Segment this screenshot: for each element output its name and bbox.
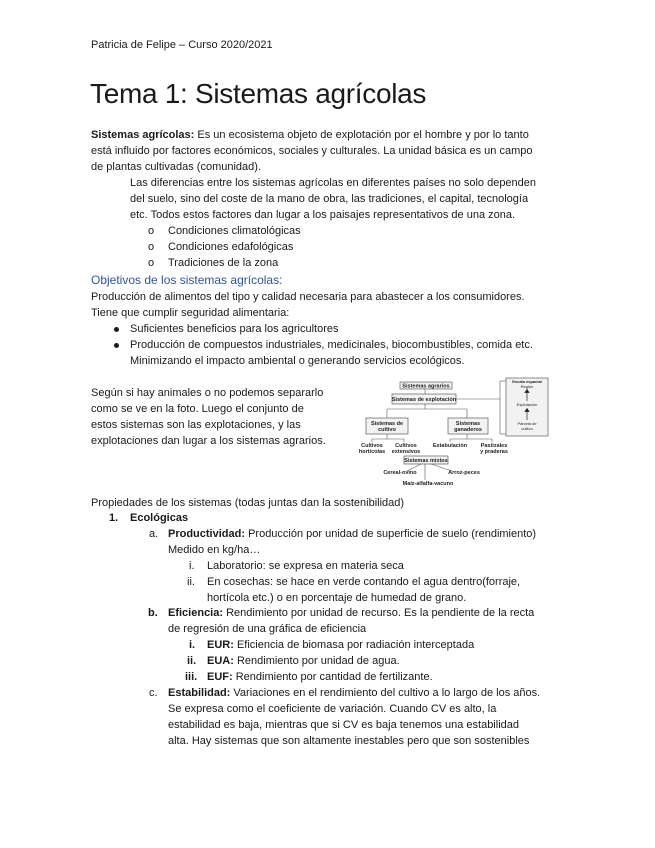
diagram-cereal-ovino: Cereal-ovino (383, 470, 417, 476)
animals-line-3: estos sistemas son las explotaciones, y las (91, 419, 301, 431)
diferencias-line-1: Las diferencias entre los sistemas agrícolas en diferentes países no solo dependen (130, 177, 537, 189)
objective-bullet-2: Producción de compuestos industriales, medicinales, biocombustibles, comida etc. (130, 339, 533, 351)
diferencias-line-3: etc. Todos estos factores dan lugar a los paisajes representativos de una zona. (130, 209, 516, 221)
euf-term: EUF: (207, 671, 233, 683)
estabilidad-text: Variaciones en el rendimiento del cultivo a lo largo de los años. (230, 687, 541, 699)
bullet-dot (114, 343, 119, 348)
intro-line-3: de plantas cultivadas (comunidad). (91, 161, 261, 173)
animals-line-4: explotaciones dan lugar a los sistemas agrarios. (91, 435, 326, 447)
productividad-term: Productividad: (168, 528, 246, 540)
eua-term: EUA: (207, 655, 234, 667)
intro-line-1 (91, 128, 529, 142)
productividad-item-2: En cosechas: se hace en verde contando el agua dentro(forraje, (207, 576, 521, 588)
euf-text: Rendimiento por cantidad de fertilizante. (232, 671, 433, 683)
diagram-escala-espacial: Escala espacial (512, 379, 542, 384)
animals-line-1: Según si hay animales o no podemos separarlo (91, 387, 324, 399)
diagram-cultivos-extensivos-1: Cultivos (395, 443, 417, 449)
agricultural-systems-diagram (352, 376, 562, 488)
page-header: Patricia de Felipe – Curso 2020/2021 (91, 39, 273, 51)
productividad-item-1: Laboratorio: se expresa en materia seca (207, 560, 404, 572)
productividad-item-2-cont: hortícola etc.) o en porcentaje de humedad de grano. (207, 592, 467, 604)
objectives-line-2: Tiene que cumplir seguridad alimentaria: (91, 307, 290, 319)
diagram-parcela-1: Parcela de (517, 421, 537, 426)
list-letter: b. (148, 607, 158, 619)
diagram-parcela-2: cultivo (521, 426, 533, 431)
diagram-cultivos-horticolas-2: hortícolas (358, 449, 386, 455)
list-roman: iii. (185, 671, 198, 683)
ecologicas-heading: Ecológicas (130, 512, 189, 524)
diagram-maiz: Maíz-alfalfa-vacuno (402, 481, 454, 487)
intro-term: Sistemas agrícolas: (91, 129, 195, 141)
estabilidad-line-3: estabilidad es baja, mientras que si CV es baja tenemos una estabilidad (168, 719, 519, 731)
page-title: Tema 1: Sistemas agrícolas (90, 78, 427, 109)
animals-line-2: como se ve en la foto. Luego el conjunto de (91, 403, 304, 415)
eur-term: EUR: (207, 639, 234, 651)
intro-line-2: está influido por factores económicos, sociales y culturales. La unidad básica es un campo (91, 145, 533, 157)
list-roman: ii. (187, 576, 195, 588)
eficiencia-cont: de regresión de una gráfica de eficiencia (168, 623, 367, 635)
diagram-sistemas-cultivo-2: cultivo (378, 427, 396, 433)
diagram-sistemas-agrarios: Sistemas agrarios (402, 383, 450, 390)
estabilidad-line-4: alta. Hay sistemas que son altamente inestables pero que son sostenibles (168, 735, 530, 747)
diagram-region: Región (520, 384, 534, 389)
list-roman: i. (189, 639, 196, 651)
diagram-sistemas-ganaderos-1: Sistemas (455, 421, 481, 427)
list-marker-o: o (148, 257, 155, 269)
list-letter: c. (149, 687, 158, 699)
diagram-cultivos-extensivos-2: extensivos (391, 449, 421, 455)
objective-bullet-2-cont: Minimizando el impacto ambiental o generando servicios ecológicos. (130, 355, 465, 367)
productividad-line (168, 527, 536, 541)
objectives-line-1: Producción de alimentos del tipo y calidad necesaria para abastecer a los consumidores. (91, 291, 525, 303)
objectives-heading: Objetivos de los sistemas agrícolas: (91, 273, 283, 287)
estabilidad-line-2: Se expresa como el coeficiente de variación. Cuando CV es alto, la (168, 703, 497, 715)
condition-item-3: Tradiciones de la zona (168, 257, 279, 269)
list-roman: i. (189, 560, 195, 572)
eua-text: Rendimiento por unidad de agua. (233, 655, 400, 667)
condition-item-2: Condiciones edafológicas (168, 241, 294, 253)
diagram-pastizales-2: y praderas (480, 449, 508, 455)
eficiencia-text: Rendimiento por unidad de recurso. Es la pendiente de la recta (223, 607, 535, 619)
objective-bullet-1: Suficientes beneficios para los agricultores (130, 323, 339, 335)
list-number: 1. (109, 512, 119, 524)
intro-text-1: Es un ecosistema objeto de explotación por el hombre y por lo tanto (194, 129, 529, 141)
eficiencia-item-3 (207, 670, 433, 684)
diagram-cultivos-horticolas-1: Cultivos (361, 443, 383, 449)
diagram-sistemas-explotacion: Sistemas de explotación (391, 397, 457, 403)
bullet-dot (114, 327, 119, 332)
eur-text: Eficiencia de biomasa por radiación interceptada (233, 639, 475, 651)
diagram-estabulacion: Estabulación (432, 443, 468, 449)
list-roman: ii. (187, 655, 197, 667)
diagram-arroz-peces: Arroz-peces (448, 470, 480, 476)
properties-intro: Propiedades de los sistemas (todas juntas dan la sostenibilidad) (91, 497, 405, 509)
diferencias-line-2: del suelo, sino del coste de la mano de obra, las tradiciones, el capital, tecnología (130, 193, 529, 205)
diagram-sistemas-mixtos: Sistemas mixtos (404, 458, 448, 464)
diagram-sistemas-cultivo-1: Sistemas de (370, 421, 404, 427)
eficiencia-item-1 (207, 638, 474, 652)
eficiencia-item-2 (207, 654, 400, 668)
eficiencia-line (168, 606, 534, 620)
list-marker-o: o (148, 225, 155, 237)
eficiencia-term: Eficiencia: (168, 607, 224, 619)
diagram-explotacion: Explotación (516, 402, 538, 407)
condition-item-1: Condiciones climatológicas (168, 225, 301, 237)
productividad-text: Producción por unidad de superficie de suelo (rendimiento) (245, 528, 537, 540)
estabilidad-term: Estabilidad: (168, 687, 231, 699)
list-letter: a. (149, 528, 159, 540)
diagram-pastizales-1: Pastizales (480, 443, 508, 449)
estabilidad-line (168, 686, 540, 700)
productividad-cont: Medido en kg/ha… (168, 544, 261, 556)
list-marker-o: o (148, 241, 155, 253)
diagram-sistemas-ganaderos-2: ganaderos (454, 427, 482, 433)
